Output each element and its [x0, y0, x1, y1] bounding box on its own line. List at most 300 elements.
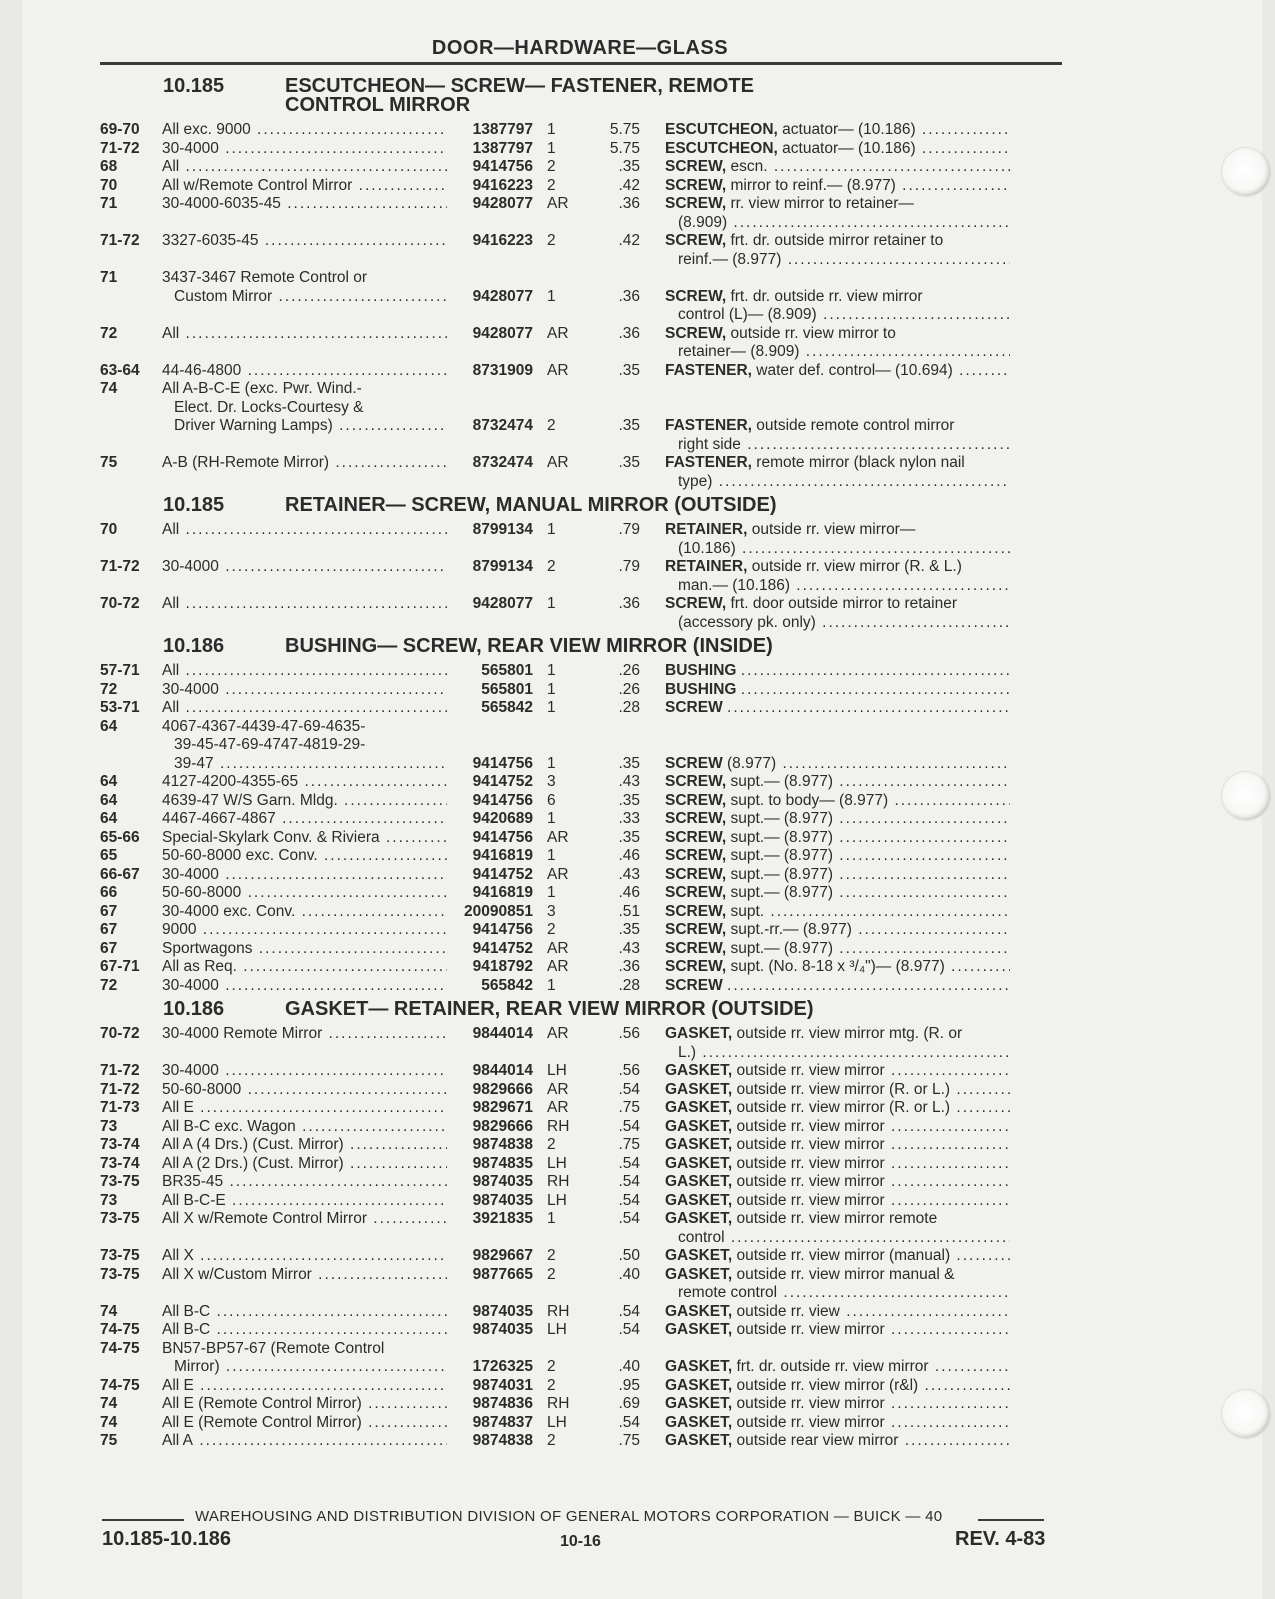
table-row [100, 195, 1062, 232]
part-name: GASKET, [665, 1154, 733, 1172]
model-line: Special-Skylark Conv. & Riviera ..... [162, 829, 447, 848]
part-name: ESCUTCHEON, [665, 121, 778, 138]
quantity: 1 [547, 754, 556, 772]
list-price: .95 [618, 1376, 640, 1394]
part-name: SCREW, [665, 595, 727, 612]
part-name: GASKET, [665, 1432, 733, 1449]
catalog-section [100, 77, 1062, 491]
list-price: .26 [618, 662, 640, 679]
description-line: (accessory pk. only) [678, 613, 816, 631]
description-line: outside rr. view mirror (R. or L.) [736, 1099, 951, 1116]
list-price: .40 [618, 1358, 640, 1375]
part-name: GASKET, [665, 1265, 733, 1283]
part-name: GASKET, [665, 1413, 733, 1431]
part-description [640, 454, 1010, 491]
model-year: 70-72 [100, 595, 140, 612]
quantity: 6 [547, 791, 556, 809]
model-year: 67 [100, 921, 118, 938]
part-description [640, 681, 1010, 700]
part-number: 565842 [481, 976, 533, 994]
table-row [100, 940, 1062, 959]
model-year: 75 [100, 1432, 118, 1449]
quantity: AR [547, 1099, 569, 1116]
list-price: .33 [618, 810, 640, 827]
list-price: .50 [618, 1247, 640, 1264]
model-year: 71 [100, 269, 118, 286]
model-line: 4467-4667-4867 ..... [162, 810, 447, 829]
model-application [162, 1155, 447, 1174]
quantity: 2 [547, 1376, 556, 1394]
model-year: 65-66 [100, 828, 140, 846]
model-application [162, 595, 447, 632]
description-line: supt.-rr.— (8.977) [730, 921, 852, 938]
quantity: 2 [547, 1432, 556, 1449]
description-line: outside rr. view mirror to [730, 324, 896, 342]
part-number: 9829671 [472, 1099, 533, 1116]
table-row [100, 1099, 1062, 1118]
model-year: 70 [100, 521, 118, 538]
quantity: RH [547, 1117, 570, 1135]
model-line: 30-4000 ..... [162, 681, 447, 700]
description-line: outside rr. view mirror mtg. (R. or [736, 1025, 963, 1042]
part-name: SCREW, [665, 324, 727, 342]
model-application [162, 1266, 447, 1303]
part-name: SCREW, [665, 791, 727, 809]
part-name: FASTENER, [665, 361, 752, 379]
quantity: LH [547, 1154, 567, 1172]
quantity: LH [547, 1062, 567, 1079]
table-row [100, 177, 1062, 196]
part-description [640, 1155, 1010, 1174]
model-line: All B-C-E ..... [162, 1192, 447, 1211]
table-row [100, 662, 1062, 681]
list-price: .54 [618, 1210, 640, 1227]
model-application [162, 1062, 447, 1081]
model-line: 3327-6035-45 ..... [162, 232, 447, 251]
list-price: .28 [618, 976, 640, 994]
part-name: GASKET, [665, 1099, 733, 1116]
model-line: All E (Remote Control Mirror) ..... [162, 1395, 447, 1414]
quantity: 2 [547, 1358, 556, 1375]
table-row [100, 1081, 1062, 1100]
table-row [100, 380, 1062, 454]
model-line: All X w/Remote Control Mirror ..... [162, 1210, 447, 1229]
model-year: 74 [100, 1413, 118, 1431]
table-row [100, 681, 1062, 700]
list-price: .54 [618, 1413, 640, 1431]
model-line: All E ..... [162, 1377, 447, 1396]
list-price: 5.75 [609, 139, 640, 157]
model-line: 44-46-4800 ..... [162, 362, 447, 381]
binder-hole [1222, 772, 1270, 820]
part-name: SCREW, [665, 921, 727, 938]
part-name: SCREW, [665, 902, 727, 920]
model-application [162, 1192, 447, 1211]
part-description [640, 521, 1010, 558]
model-year: 65 [100, 847, 118, 864]
model-line: All ..... [162, 158, 447, 177]
part-number: 9414752 [472, 865, 533, 883]
table-row [100, 158, 1062, 177]
list-price: .35 [618, 454, 640, 471]
model-line: All X w/Custom Mirror ..... [162, 1266, 447, 1285]
model-line: Custom Mirror ..... [162, 288, 447, 307]
description-line: control (L)— (8.909) [678, 306, 817, 323]
list-price: .54 [618, 1321, 640, 1338]
description-line: supt.— (8.977) [730, 828, 833, 846]
quantity: 1 [547, 976, 556, 994]
list-price: .35 [618, 828, 640, 846]
model-line: 39-45-47-69-4747-4819-29- [174, 736, 366, 753]
model-application [162, 1432, 447, 1451]
part-description [640, 699, 1010, 718]
model-application [162, 1414, 447, 1433]
table-row [100, 1062, 1062, 1081]
table-row [100, 1303, 1062, 1322]
list-price: .36 [618, 324, 640, 342]
description-line: supt.— (8.977) [730, 847, 833, 864]
part-description [640, 325, 1010, 362]
model-year: 64 [100, 717, 118, 735]
description-line: supt.— (8.977) [730, 939, 833, 957]
part-number: 565801 [481, 662, 533, 679]
description-line: frt. dr. outside mirror retainer to [730, 232, 944, 249]
model-line: 30-4000 ..... [162, 977, 447, 996]
part-name: SCREW, [665, 287, 727, 305]
model-year: 72 [100, 976, 118, 994]
model-line: Driver Warning Lamps) ..... [162, 417, 447, 436]
part-number: 9874836 [472, 1395, 533, 1412]
quantity: 1 [547, 884, 556, 901]
list-price: .51 [618, 902, 640, 920]
table-row [100, 558, 1062, 595]
model-line: A-B (RH-Remote Mirror) ..... [162, 454, 447, 473]
description-line: actuator— (10.186) [782, 121, 916, 138]
description-line: outside rr. view mirror (R. or L.) [736, 1080, 951, 1098]
model-line: All ..... [162, 699, 447, 718]
model-year: 75 [100, 454, 118, 471]
part-number: 565842 [481, 699, 533, 716]
model-application [162, 325, 447, 362]
list-price: .36 [618, 958, 640, 975]
table-row [100, 977, 1062, 996]
table-row [100, 699, 1062, 718]
table-row [100, 1340, 1062, 1377]
table-row [100, 718, 1062, 774]
section-title: BUSHING— SCREW, REAR VIEW MIRROR (INSIDE) [285, 635, 773, 657]
model-line: 30-4000 ..... [162, 866, 447, 885]
quantity: AR [547, 195, 569, 212]
table-row [100, 866, 1062, 885]
table-row [100, 1377, 1062, 1396]
part-description [640, 866, 1010, 885]
description-line: outside rr. view [736, 1302, 840, 1320]
list-price: .46 [618, 884, 640, 901]
model-application [162, 177, 447, 196]
parts-listing [100, 77, 1062, 1456]
model-application [162, 718, 447, 774]
description-line: supt.— (8.977) [730, 773, 833, 790]
part-description [640, 773, 1010, 792]
model-application [162, 1118, 447, 1137]
table-row [100, 595, 1062, 632]
model-application [162, 681, 447, 700]
description-line: outside rr. view mirror [736, 1321, 885, 1338]
part-description [640, 140, 1010, 159]
part-name: GASKET, [665, 1376, 733, 1394]
model-year: 73-75 [100, 1173, 140, 1190]
part-description [640, 1395, 1010, 1414]
part-description [640, 662, 1010, 681]
model-year: 73 [100, 1117, 118, 1135]
table-row [100, 325, 1062, 362]
part-number: 9428077 [472, 324, 533, 342]
part-description [640, 1192, 1010, 1211]
catalog-section [100, 1000, 1062, 1451]
model-year: 73-75 [100, 1247, 140, 1264]
quantity: 1 [547, 1210, 556, 1227]
description-line: outside rr. view mirror remote [736, 1210, 938, 1227]
description-line: water def. control— (10.694) [756, 361, 953, 379]
part-number: 1726325 [472, 1358, 533, 1375]
footer-division-line: WAREHOUSING AND DISTRIBUTION DIVISION OF GENERAL MOTORS CORPORATION — BUICK — 40 [195, 1508, 943, 1525]
model-year: 74-75 [100, 1376, 140, 1394]
description-line: retainer— (8.909) [678, 343, 800, 360]
model-application [162, 1210, 447, 1247]
table-row [100, 903, 1062, 922]
list-price: .75 [618, 1136, 640, 1153]
quantity: AR [547, 939, 569, 957]
model-year: 71-72 [100, 232, 140, 249]
quantity: 2 [547, 1247, 556, 1264]
quantity: 1 [547, 662, 556, 679]
quantity: 1 [547, 810, 556, 827]
part-description [640, 792, 1010, 811]
list-price: .35 [618, 791, 640, 809]
section-heading [100, 1000, 1062, 1019]
model-year: 73 [100, 1191, 118, 1209]
footer-section-range: 10.185-10.186 [102, 1528, 232, 1550]
model-line: 30-4000 ..... [162, 558, 447, 577]
model-line: All B-C exc. Wagon ..... [162, 1118, 447, 1137]
part-name: BUSHING [665, 680, 737, 698]
model-year: 73-75 [100, 1210, 140, 1227]
part-description [640, 121, 1010, 140]
model-year: 74 [100, 1302, 118, 1320]
table-row [100, 121, 1062, 140]
model-line: 30-4000 Remote Mirror ..... [162, 1025, 447, 1044]
part-name: SCREW, [665, 176, 727, 194]
description-line: outside rr. view mirror [736, 1191, 885, 1209]
part-number: 9829666 [472, 1080, 533, 1098]
table-row [100, 829, 1062, 848]
part-name: RETAINER, [665, 558, 748, 575]
part-description [640, 1081, 1010, 1100]
quantity: LH [547, 1321, 567, 1338]
description-line: outside rr. view mirror [736, 1173, 885, 1190]
list-price: .26 [618, 680, 640, 698]
part-name: SCREW, [665, 773, 727, 790]
quantity: 2 [547, 1265, 556, 1283]
list-price: .42 [618, 176, 640, 194]
description-line: supt.— (8.977) [730, 884, 833, 901]
model-application [162, 1247, 447, 1266]
model-application [162, 866, 447, 885]
description-line: frt. dr. outside rr. view mirror [730, 287, 923, 305]
list-price: .75 [618, 1099, 640, 1116]
model-line: 3437-3467 Remote Control or [162, 269, 368, 286]
model-line: 50-60-8000 ..... [162, 884, 447, 903]
header-rule [100, 62, 1062, 65]
part-name: SCREW, [665, 232, 727, 249]
list-price: .28 [618, 699, 640, 716]
model-year: 74 [100, 1395, 118, 1412]
part-number: 9829666 [472, 1117, 533, 1135]
list-price: .43 [618, 865, 640, 883]
list-price: .35 [618, 361, 640, 379]
part-number: 9414756 [472, 754, 533, 772]
description-line: (8.977) [727, 754, 777, 772]
part-number: 3921835 [472, 1210, 533, 1227]
section-number: 10.186 [163, 998, 225, 1020]
table-row [100, 232, 1062, 269]
table-row [100, 1118, 1062, 1137]
list-price: .40 [618, 1265, 640, 1283]
quantity: 1 [547, 680, 556, 698]
description-line: remote mirror (black nylon nail [756, 454, 965, 471]
part-number: 9874035 [472, 1173, 533, 1190]
model-application [162, 232, 447, 269]
part-name: GASKET, [665, 1136, 733, 1153]
model-year: 71-73 [100, 1099, 140, 1116]
table-row [100, 362, 1062, 381]
model-line: All ..... [162, 662, 447, 681]
description-line: (8.909) [678, 213, 728, 231]
table-row [100, 1136, 1062, 1155]
model-year: 71 [100, 195, 118, 212]
model-application [162, 977, 447, 996]
footer-revision: REV. 4-83 [955, 1528, 1046, 1550]
description-line: outside rr. view mirror [736, 1117, 885, 1135]
model-line: 30-4000 ..... [162, 140, 447, 159]
part-name: SCREW [665, 754, 723, 772]
table-row [100, 810, 1062, 829]
model-line: 4639-47 W/S Garn. Mldg. ..... [162, 792, 447, 811]
model-line: All A ..... [162, 1432, 447, 1451]
part-description [640, 558, 1010, 595]
part-description [640, 958, 1010, 977]
model-application [162, 1099, 447, 1118]
description-line: supt.— (8.977) [730, 810, 833, 827]
description-line: outside rr. view mirror (R. & L.) [751, 558, 962, 575]
quantity: 1 [547, 521, 556, 538]
model-application [162, 380, 447, 454]
description-line: remote control [678, 1284, 778, 1301]
part-name: GASKET, [665, 1025, 733, 1042]
part-description [640, 1210, 1010, 1247]
binder-hole [1222, 148, 1270, 196]
model-application [162, 1173, 447, 1192]
part-name: FASTENER, [665, 417, 752, 434]
part-description [640, 1414, 1010, 1433]
quantity: 1 [547, 595, 556, 612]
part-number: 9844014 [472, 1025, 533, 1042]
table-row [100, 884, 1062, 903]
model-line: BR35-45 ..... [162, 1173, 447, 1192]
model-line: All A (4 Drs.) (Cust. Mirror) ..... [162, 1136, 447, 1155]
model-line: All ..... [162, 521, 447, 540]
page-header: DOOR—HARDWARE—GLASS [431, 37, 729, 59]
quantity: 1 [547, 699, 556, 716]
quantity: 2 [547, 232, 556, 249]
part-description [640, 1136, 1010, 1155]
table-row [100, 1266, 1062, 1303]
quantity: 2 [547, 158, 556, 175]
model-year: 71-72 [100, 1062, 140, 1079]
list-price: .46 [618, 847, 640, 864]
part-description [640, 1118, 1010, 1137]
part-description [640, 177, 1010, 196]
part-name: GASKET, [665, 1247, 733, 1264]
part-name: GASKET, [665, 1302, 733, 1320]
quantity: 2 [547, 1136, 556, 1153]
description-line: rr. view mirror to retainer— [730, 195, 914, 212]
part-name: SCREW [665, 976, 723, 994]
table-row [100, 454, 1062, 491]
quantity: AR [547, 958, 569, 975]
description-line: escn. [730, 158, 768, 175]
part-description [640, 269, 1010, 325]
part-description [640, 195, 1010, 232]
table-row [100, 140, 1062, 159]
quantity: 2 [547, 176, 556, 194]
quantity: 1 [547, 287, 556, 305]
table-row [100, 1025, 1062, 1062]
model-application [162, 773, 447, 792]
model-application [162, 958, 447, 977]
quantity: 2 [547, 921, 556, 938]
part-number: 565801 [481, 680, 533, 698]
model-year: 71-72 [100, 139, 140, 157]
part-description [640, 1321, 1010, 1340]
description-line: actuator— (10.186) [782, 139, 916, 157]
part-number: 9874035 [472, 1321, 533, 1338]
section-number: 10.185 [163, 75, 225, 97]
part-number: 9414756 [472, 158, 533, 175]
table-row [100, 521, 1062, 558]
quantity: RH [547, 1302, 570, 1320]
part-name: SCREW, [665, 847, 727, 864]
footer-page-number: 10-16 [560, 1533, 601, 1550]
model-application [162, 454, 447, 491]
part-name: GASKET, [665, 1173, 733, 1190]
model-year: 69-70 [100, 121, 140, 138]
description-line: outside rr. view mirror [736, 1062, 885, 1079]
quantity: 2 [547, 417, 556, 434]
part-description [640, 903, 1010, 922]
model-application [162, 158, 447, 177]
model-year: 73-74 [100, 1154, 140, 1172]
description-line: outside rear view mirror [736, 1432, 899, 1449]
section-title: ESCUTCHEON— SCREW— FASTENER, REMOTE CONTROL MIRROR [285, 75, 754, 116]
description-line: man.— (10.186) [678, 576, 790, 594]
part-name: GASKET, [665, 1395, 733, 1412]
part-number: 9420689 [472, 810, 533, 827]
list-price: .75 [618, 1432, 640, 1449]
model-year: 53-71 [100, 699, 140, 716]
model-application [162, 699, 447, 718]
part-description [640, 829, 1010, 848]
